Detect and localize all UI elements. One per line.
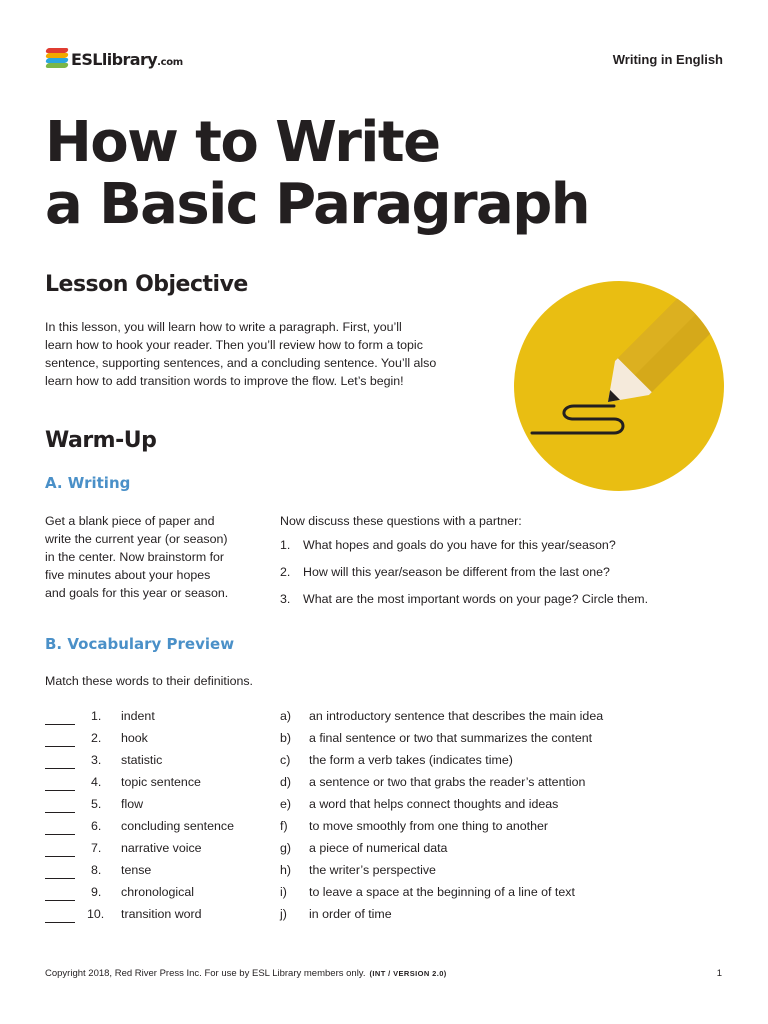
vocab-row: 2. hook b) a final sentence or two that summarizes the content: [45, 731, 725, 753]
answer-blank[interactable]: [45, 900, 75, 901]
title-line-1: How to Write: [45, 110, 440, 175]
vocab-row: 10. transition word j) in order of time: [45, 907, 725, 929]
answer-blank[interactable]: [45, 724, 75, 725]
vocab-row: 1. indent a) an introductory sentence that describes the main idea: [45, 709, 725, 731]
version-label: (INT / VERSION 2.0): [369, 969, 447, 978]
warm-up-heading: Warm-Up: [45, 428, 157, 453]
vocab-row: 5. flow e) a word that helps connect thoughts and ideas: [45, 797, 725, 819]
lesson-objective-heading: Lesson Objective: [45, 272, 248, 297]
logo-wordmark: ESLlibrary.com: [71, 49, 183, 69]
answer-blank[interactable]: [45, 878, 75, 879]
list-item: 2. How will this year/season be different from the last one?: [280, 565, 610, 579]
vocabulary-instructions: Match these words to their definitions.: [45, 674, 253, 688]
vocab-row: 7. narrative voice g) a piece of numerical data: [45, 841, 725, 863]
lesson-objective-text: In this lesson, you will learn how to write a paragraph. First, you’ll learn how to hook your reader. Then you’ll review how to form a topic sentence, supporting sentences, and a concluding sentence. You’ll also learn how to add transition words to improve the flow. Let’s begin!: [45, 320, 437, 388]
vocab-row: 4. topic sentence d) a sentence or two that grabs the reader’s attention: [45, 775, 725, 797]
title-line-2: a Basic Paragraph: [45, 172, 589, 237]
vocab-row: 8. tense h) the writer’s perspective: [45, 863, 725, 885]
answer-blank[interactable]: [45, 856, 75, 857]
writing-instructions: Get a blank piece of paper and write the current year (or season) in the center. Now brainstorm for five minutes about your hopes and goals for this year or season.: [45, 514, 229, 600]
vocab-row: 9. chronological i) to leave a space at the beginning of a line of text: [45, 885, 725, 907]
answer-blank[interactable]: [45, 790, 75, 791]
page-title: [45, 112, 589, 236]
pencil-in-circle-icon: [514, 281, 724, 491]
discussion-intro: Now discuss these questions with a partner:: [280, 514, 522, 528]
vocabulary-heading: B. Vocabulary Preview: [45, 635, 235, 653]
esl-library-logo: [46, 46, 183, 72]
discussion-questions: [280, 538, 648, 619]
stacked-books-logo-icon: [46, 48, 68, 70]
answer-blank[interactable]: [45, 812, 75, 813]
section-label: Writing in English: [612, 52, 723, 67]
list-item: 3. What are the most important words on your page? Circle them.: [280, 592, 649, 606]
answer-blank[interactable]: [45, 768, 75, 769]
list-item: 1. What hopes and goals do you have for this year/season?: [280, 538, 616, 552]
vocab-row: 6. concluding sentence f) to move smoothly from one thing to another: [45, 819, 725, 841]
answer-blank[interactable]: [45, 834, 75, 835]
answer-blank[interactable]: [45, 746, 75, 747]
writing-heading: A. Writing: [45, 474, 131, 492]
vocab-row: 3. statistic c) the form a verb takes (indicates time): [45, 753, 725, 775]
footer-copyright: Copyright 2018, Red River Press Inc. For use by ESL Library members only. (INT / VERSION 2.0): [45, 968, 447, 979]
answer-blank[interactable]: [45, 922, 75, 923]
page-number: 1: [716, 968, 722, 979]
